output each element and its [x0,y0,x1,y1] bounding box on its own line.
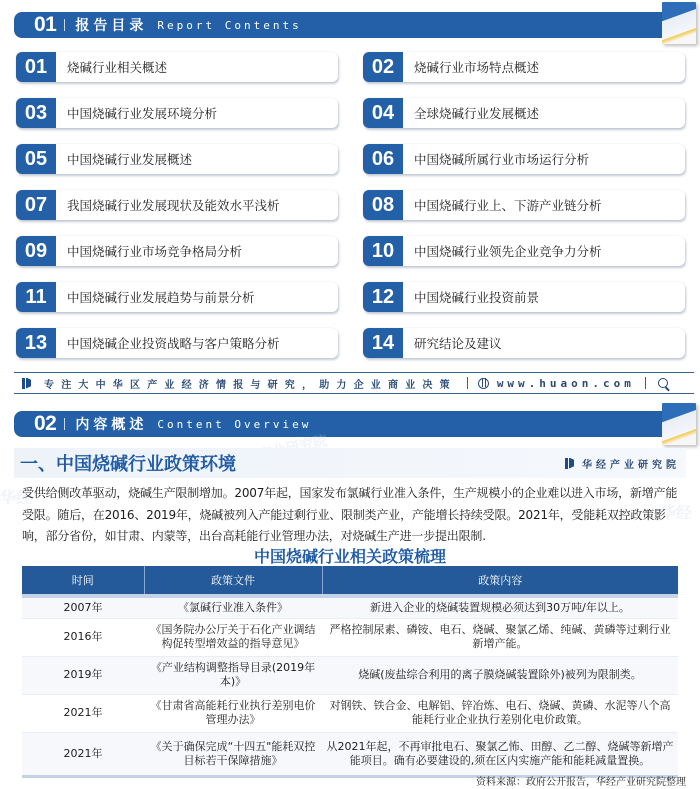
toc-item-05[interactable] [16,144,338,174]
cell-content: 新进入企业的烧碱装置规模必须达到30万吨/年以上。 [370,600,630,614]
toc-item-08[interactable] [363,190,685,220]
section-title-zh: 报告目录 [75,18,148,34]
heading-title: 一、中国烧碱行业政策环境 [20,454,236,475]
brand-name: 华经产业研究院 [582,459,680,471]
toc-item-06[interactable] [363,144,685,174]
table-row [22,618,678,656]
toc-label: 中国烧碱行业市场竞争格局分析 [67,244,243,259]
toc-number: 08 [363,190,403,220]
toc-item-13[interactable] [16,328,338,358]
toc-label: 中国烧碱企业投资战略与客户策略分析 [67,336,280,351]
cell-document: 《氯碱行业准入条件》 [178,600,288,614]
watermark: 华经 [0,488,33,507]
table-title: 中国烧碱行业相关政策梳理 [253,547,446,566]
toc-number: 11 [16,282,56,312]
section-number: 02 [34,412,57,435]
section-title-en: Content Overview [157,417,312,431]
cell-document: 《关于确保完成“十四五"能耗双控目标若干保障措施》 [150,739,316,767]
table-row [22,694,678,732]
section-header-content-overview [14,411,662,437]
section-heading [14,448,686,478]
toc-item-04[interactable] [363,98,685,128]
brand-logo-icon [22,378,32,389]
toc-item-02[interactable] [363,52,685,82]
website-link[interactable]: www.huaon.com [496,376,635,390]
brand-logo-icon [565,458,575,469]
toc-number: 06 [363,144,403,174]
cell-content: 严格控制尿素、磷铵、电石、烧碱、聚氯乙烯、纯碱、黄磷等过剩行业新增产能。 [329,623,671,650]
toc-number: 09 [16,236,56,266]
cell-time: 2021年 [63,746,103,760]
toc-label: 中国烧碱行业发展趋势与前景分析 [67,290,255,305]
slogan-bar [14,372,694,394]
table-row [22,732,678,776]
toc-label: 研究结论及建议 [414,336,502,351]
toc-label: 中国烧碱行业发展概述 [67,152,193,167]
policy-table [22,566,678,778]
toc-item-14[interactable] [363,328,685,358]
search-icon[interactable] [658,378,668,388]
toc-number: 02 [363,52,403,82]
cell-document: 《国务院办公厅关于石化产业调结构促转型增效益的指导意见》 [150,623,316,650]
toc-number: 13 [16,328,56,358]
cell-content: 从2021年起，不再审批电石、聚氯乙怖、田醇、乙二醇、烧碱等新增产能项目。确有必要建设的,须在区内实施产能和能耗减量置换。 [326,739,674,767]
column-header-content: 政策内容 [322,566,678,596]
toc-label: 中国烧碱所属行业市场运行分析 [414,152,590,167]
toc-number: 12 [363,282,403,312]
toc-item-03[interactable] [16,98,338,128]
toc-item-11[interactable] [16,282,338,312]
divider [645,377,646,389]
toc-label: 全球烧碱行业发展概述 [414,106,540,121]
report-book-icon [662,403,696,445]
toc-number: 14 [363,328,403,358]
divider [64,19,65,31]
toc-number: 01 [16,52,56,82]
toc-item-12[interactable] [363,282,685,312]
globe-icon [478,378,489,389]
watermark: 华经 [660,503,693,522]
section-header-report-contents [14,12,662,38]
toc-label: 烧碱行业相关概述 [67,60,168,75]
toc-number: 05 [16,144,56,174]
table-header-row [22,566,678,596]
divider [64,418,65,430]
toc-label: 中国烧碱行业领先企业竞争力分析 [414,244,602,259]
cell-time: 2019年 [63,668,103,681]
table-row [22,656,678,694]
brand-label [565,456,680,471]
column-header-document: 政策文件 [144,566,322,596]
cell-document: 《甘肃省高能耗行业执行差别电价管理办法》 [150,699,316,726]
section-title-en: Report Contents [157,18,302,32]
cell-content: 烧碱(废盐综合利用的离子膜烧碱装置除外)被列为限制类。 [358,668,642,681]
toc-number: 10 [363,236,403,266]
cell-document: 《产业结构调整指导目录(2019年本)》 [150,661,316,688]
cell-time: 2007年 [63,600,103,614]
toc-number: 04 [363,98,403,128]
divider [467,377,468,389]
toc-item-10[interactable] [363,236,685,266]
toc-number: 07 [16,190,56,220]
intro-paragraph: 受供给侧改革驱动，烧碱生产限制增加。2007年起，国家发布氯碱行业准入条件，生产规模小的企业难以进入市场，新增产能受限。随后，在2016、2019年，烧碱被列入产能过剩行业、限制类产业，产能增长持续受限。2021年，受能耗双控政策影响，部分省份，如甘肃、内蒙等，出台高耗能行业管理办法，对烧碱生产进一步提出限制. [22,486,678,543]
section-number: 01 [34,13,57,36]
report-book-icon [662,2,696,44]
toc-label: 中国烧碱行业上、下游产业链分析 [414,198,602,213]
toc-number: 03 [16,98,56,128]
table-row [22,596,678,618]
source-note: 资料来源：政府公开报告，华经产业研究院整理 [476,777,686,788]
cell-time: 2021年 [63,706,103,719]
cell-content: 对钢铁、铁合金、电解铝、锌冶炼、电石、烧碱、黄磷、水泥等八个高能耗行业企业执行差别化电价政策。 [329,699,671,726]
column-header-time: 时间 [22,566,144,596]
toc-item-09[interactable] [16,236,338,266]
slogan-text: 专注大中华区产业经济情报与研究，助力企业商业决策 [44,379,457,391]
cell-time: 2016年 [63,630,103,643]
toc-label: 中国烧碱行业投资前景 [414,290,540,305]
section-title-zh: 内容概述 [75,417,148,433]
toc-label: 烧碱行业市场特点概述 [414,60,540,75]
toc-label: 中国烧碱行业发展环境分析 [67,106,218,121]
toc-item-01[interactable] [16,52,338,82]
toc-label: 我国烧碱行业发展现状及能效水平浅析 [67,198,280,213]
toc-item-07[interactable] [16,190,338,220]
